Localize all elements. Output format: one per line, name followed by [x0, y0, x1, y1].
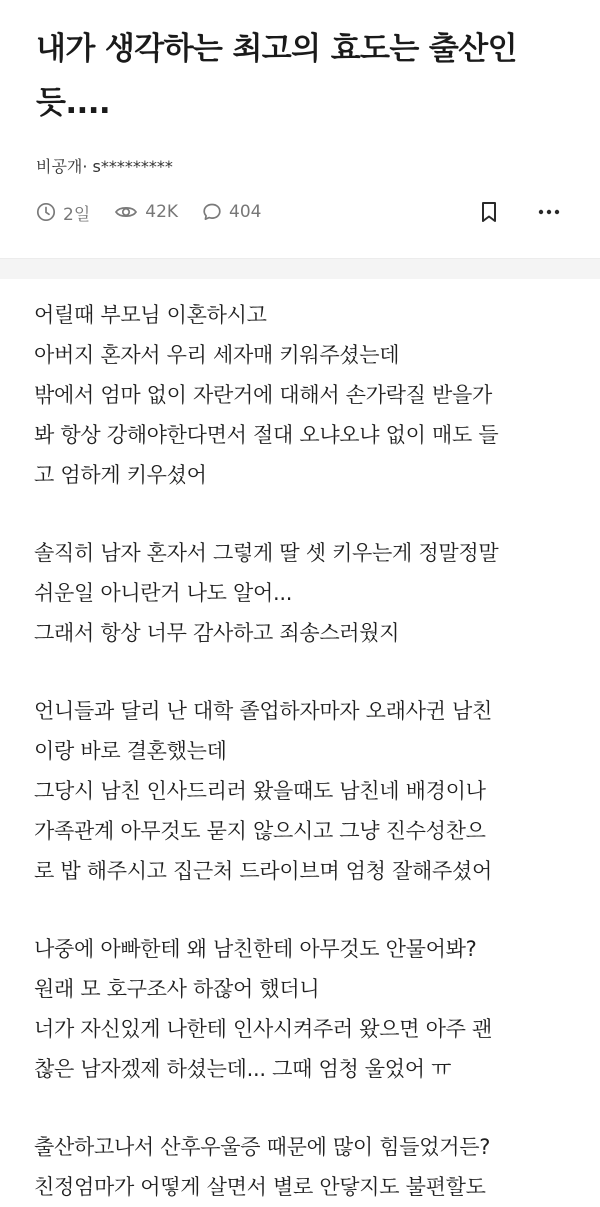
body-line: 그당시 남친 인사드리러 왔을때도 남친네 배경이나 [34, 779, 486, 803]
more-button[interactable] [534, 197, 564, 227]
body-line: 원래 모 호구조사 하잖어 했더니 [34, 977, 320, 1001]
post-header [0, 0, 600, 236]
post-title-line: 내가 생각하는 최고의 효도는 출산인 [36, 31, 517, 67]
body-line: 가족관계 아무것도 묻지 않으시고 그냥 진수성찬으 [34, 819, 486, 843]
author-label[interactable]: 비공개· s********* [36, 157, 173, 176]
body-line: 어릴때 부모님 이혼하시고 [34, 303, 267, 327]
comment-count: 404 [229, 202, 262, 222]
body-line: 언니들과 달리 난 대학 졸업하자마자 오래사귄 남친 [34, 699, 492, 723]
bookmark-icon [480, 201, 498, 223]
time-meta [36, 200, 90, 225]
section-divider [0, 258, 600, 279]
body-line: 이랑 바로 결혼했는데 [34, 739, 227, 763]
body-line: 그래서 항상 너무 감사하고 죄송스러웠지 [34, 621, 400, 645]
clock-icon [36, 202, 56, 222]
body-line: 너가 자신있게 나한테 인사시켜주러 왔으면 아주 괜 [34, 1017, 492, 1041]
more-horizontal-icon [538, 209, 560, 215]
post-title [36, 22, 564, 130]
paragraph [34, 1127, 566, 1207]
body-line: 고 엄하게 키우셨어 [34, 463, 207, 487]
post-time: 2일 [63, 204, 91, 225]
body-line: 봐 항상 강해야한다면서 절대 오냐오냐 없이 매도 들 [34, 423, 499, 447]
body-line: 출산하고나서 산후우울증 때문에 많이 힘들었거든? [34, 1135, 491, 1159]
bookmark-button[interactable] [474, 197, 504, 227]
post-title-line: 듯.... [36, 85, 111, 121]
eye-icon [114, 202, 138, 222]
post-body [0, 279, 600, 1207]
paragraph [34, 691, 566, 891]
comments-meta[interactable] [202, 202, 261, 222]
body-line: 쉬운일 아니란거 나도 알어... [34, 581, 293, 605]
comment-icon [202, 202, 222, 222]
paragraph [34, 295, 566, 495]
body-line: 솔직히 남자 혼자서 그렇게 딸 셋 키우는게 정말정말 [34, 541, 499, 565]
views-meta [114, 202, 178, 222]
body-line: 밖에서 엄마 없이 자란거에 대해서 손가락질 받을가 [34, 383, 492, 407]
body-line: 친정엄마가 어떻게 살면서 별로 안닿지도 불편할도 [34, 1175, 486, 1199]
body-line: 로 밥 해주시고 집근처 드라이브며 엄청 잘해주셨어 [34, 859, 492, 883]
body-line: 아버지 혼자서 우리 세자매 키워주셨는데 [34, 343, 400, 367]
post-meta [36, 197, 564, 227]
paragraph [34, 533, 566, 653]
post-actions [474, 197, 564, 227]
view-count: 42K [145, 202, 179, 222]
body-line: 찮은 남자겠제 하셨는데... 그때 엄청 울었어 ㅠ [34, 1057, 452, 1081]
body-line: 나중에 아빠한테 왜 남친한테 아무것도 안물어봐? [34, 937, 477, 961]
paragraph [34, 929, 566, 1089]
